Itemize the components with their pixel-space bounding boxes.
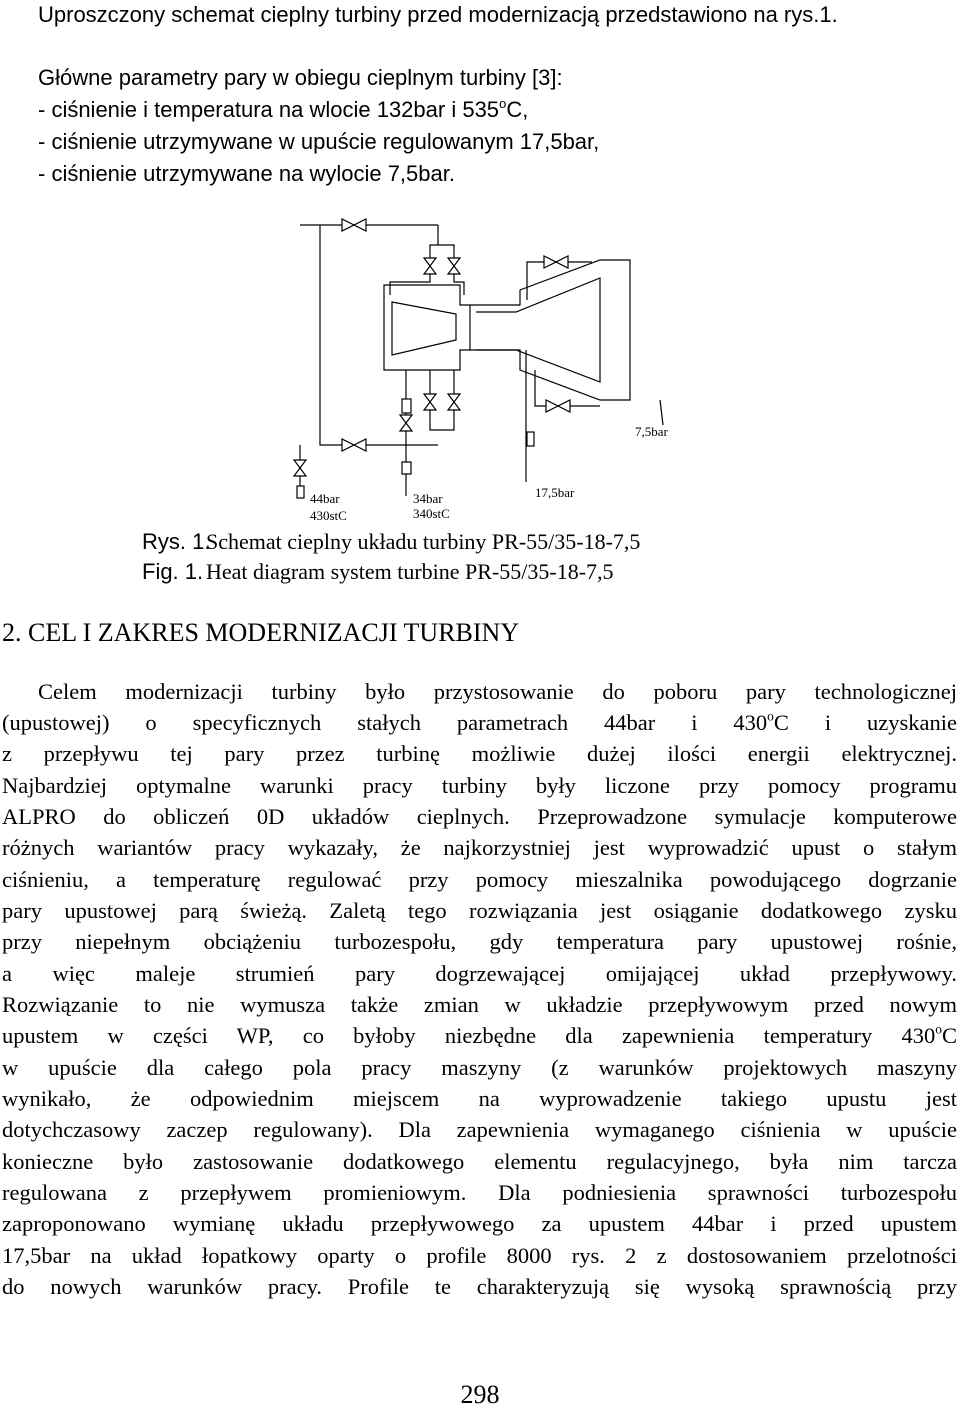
caption-pl-number: Rys. 1. (142, 529, 211, 554)
caption-en-number: Fig. 1. (142, 559, 204, 584)
parameters-title: Główne parametry pary w obiegu cieplnym turbiny [3]: (38, 65, 563, 90)
bypass-valve-icon (342, 439, 354, 451)
label-75bar: 7,5bar (635, 424, 668, 439)
label-430stc: 430stC (310, 508, 347, 523)
mixing-valve-icon-b (294, 468, 306, 476)
body-line: ciśnieniu, a temperaturę regulować przy pomocy mieszalnika powodującego dogrzanie (2, 867, 957, 892)
body-line: konieczne było zastosowanie dodatkowego elementu regulacyjnego, była nim tarcza (2, 1149, 957, 1174)
bypass-valve-icon-b (354, 439, 366, 451)
main-valve-icon-b (354, 219, 366, 231)
crossover-valve-icon (544, 256, 556, 268)
section-heading: 2. CEL I ZAKRES MODERNIZACJI TURBINY (2, 618, 520, 647)
hp-turbine-blading (392, 302, 456, 355)
extraction-check-valve-icon (424, 394, 436, 402)
turbine-schematic-diagram (280, 210, 700, 530)
label-34bar: 34bar (413, 491, 443, 506)
extraction-pipe-hp2 (430, 370, 454, 430)
lp-turbine-blading (476, 278, 600, 382)
parameter-inlet (38, 95, 529, 122)
main-valve-icon (342, 219, 354, 231)
parameter-inlet-text: - ciśnienie i temperatura na wlocie 132bar i 535 (38, 97, 500, 122)
body-line-tail: C i uzyskanie (773, 710, 957, 735)
body-line: przy niepełnym obciążeniu turbozespołu, gdy temperatura pary upustowej rośnie, (2, 929, 957, 954)
caption-pl-text: Schemat cieplny układu turbiny PR-55/35-18-7,5 (206, 529, 641, 554)
extraction-check-valve-icon-2 (448, 394, 460, 402)
body-line: a więc maleje strumień pary dogrzewającej omijającej układ przepływowy. (2, 961, 957, 986)
label-175bar: 17,5bar (535, 485, 575, 500)
degree-sup: o (499, 95, 507, 111)
body-line: regulowana z przepływem promieniowym. Dla podniesienia sprawności turbozespołu (2, 1180, 957, 1205)
extraction-valve-icon-lower (400, 415, 412, 423)
lp-valve-icon-b (558, 400, 570, 412)
extraction-valve-icon-lower-b (400, 423, 412, 431)
parameter-extraction: - ciśnienie utrzymywane w upuście regulowanym 17,5bar, (38, 129, 600, 154)
bypass-pipe-left (320, 225, 438, 445)
parameter-inlet-unit: C, (506, 97, 529, 122)
body-line: wynikało, że odpowiednim miejscem na wyprowadzenie takiego upustu jest (2, 1086, 957, 1111)
extraction-valve-box (402, 399, 411, 413)
body-line: Rozwiązanie to nie wymusza także zmian w układzie przepływowym przed nowym (2, 992, 957, 1017)
degree-sup: o (767, 708, 774, 724)
label-340stc: 340stC (413, 506, 450, 521)
body-line: dotychczasowy zaczep regulowany). Dla zapewnienia wymaganego ciśnienia w upuście (2, 1117, 957, 1142)
body-line: Najbardziej optymalne warunki pracy turbiny były liczone przy pomocy programu (2, 773, 957, 798)
label-44bar: 44bar (310, 491, 340, 506)
body-line-text: (upustowej) o specyficznych stałych parametrach 44bar i 430 (2, 710, 768, 735)
extraction-valve-175bar (527, 432, 534, 446)
extraction-check-valve-icon-b (424, 402, 436, 410)
body-line: do nowych warunków pracy. Profile te charakteryzują się wysoką sprawnością przy (2, 1274, 957, 1299)
body-line-text: upustem w części WP, co byłoby niezbędne dla zapewnienia temperatury 430 (2, 1023, 936, 1048)
control-valve-icon-1 (424, 258, 436, 266)
control-valve-icon-1b (424, 266, 436, 274)
body-line: różnych wariantów pracy wykazały, że najkorzystniej jest wyprowadzić upust o stałym (2, 835, 957, 860)
body-line-tail: C (941, 1023, 957, 1048)
mixer-box-34bar (402, 462, 411, 474)
body-line: zaproponowano wymianę układu przepływowego za upustem 44bar i przed upustem (2, 1211, 957, 1236)
page-number: 298 (460, 1380, 500, 1409)
control-valve-icon-2 (448, 258, 460, 266)
body-line: 17,5bar na układ łopatkowy oparty o profile 8000 rys. 2 z dostosowaniem przelotności (2, 1243, 957, 1268)
body-line: Celem modernizacji turbiny było przystosowanie do poboru pary technologicznej (38, 679, 957, 704)
control-valve-icon-2b (448, 266, 460, 274)
exhaust-pipe-75bar (660, 400, 663, 425)
body-line (2, 1020, 957, 1052)
degree-sup: o (935, 1021, 942, 1037)
body-line: z przepływu tej pary przez turbinę możliwie dużej ilości energii elektrycznej. (2, 741, 957, 766)
lp-valve-icon (546, 400, 558, 412)
parameter-outlet: - ciśnienie utrzymywane na wylocie 7,5bar. (38, 161, 455, 186)
caption-en-text: Heat diagram system turbine PR-55/35-18-7,5 (206, 559, 614, 584)
body-line: pary upustowej parą świeżą. Zaletą tego rozwiązania jest osiąganie dodatkowego zysku (2, 898, 957, 923)
body-line: w upuście dla całego pola pracy maszyny (z warunków projektowych maszyny (2, 1055, 957, 1080)
lp-turbine-casing (470, 260, 630, 400)
extraction-check-valve-icon-2b (448, 402, 460, 410)
mixing-valve-icon (294, 460, 306, 468)
intro-sentence: Uproszczony schemat cieplny turbiny przed modernizacją przedstawiono na rys.1. (38, 2, 838, 27)
body-line (2, 707, 957, 739)
mixer-box-44bar (297, 486, 304, 498)
hp-turbine-casing (384, 285, 470, 370)
crossover-valve-icon-b (556, 256, 568, 268)
body-line: ALPRO do obliczeń 0D układów cieplnych. Przeprowadzone symulacje komputerowe (2, 804, 957, 829)
